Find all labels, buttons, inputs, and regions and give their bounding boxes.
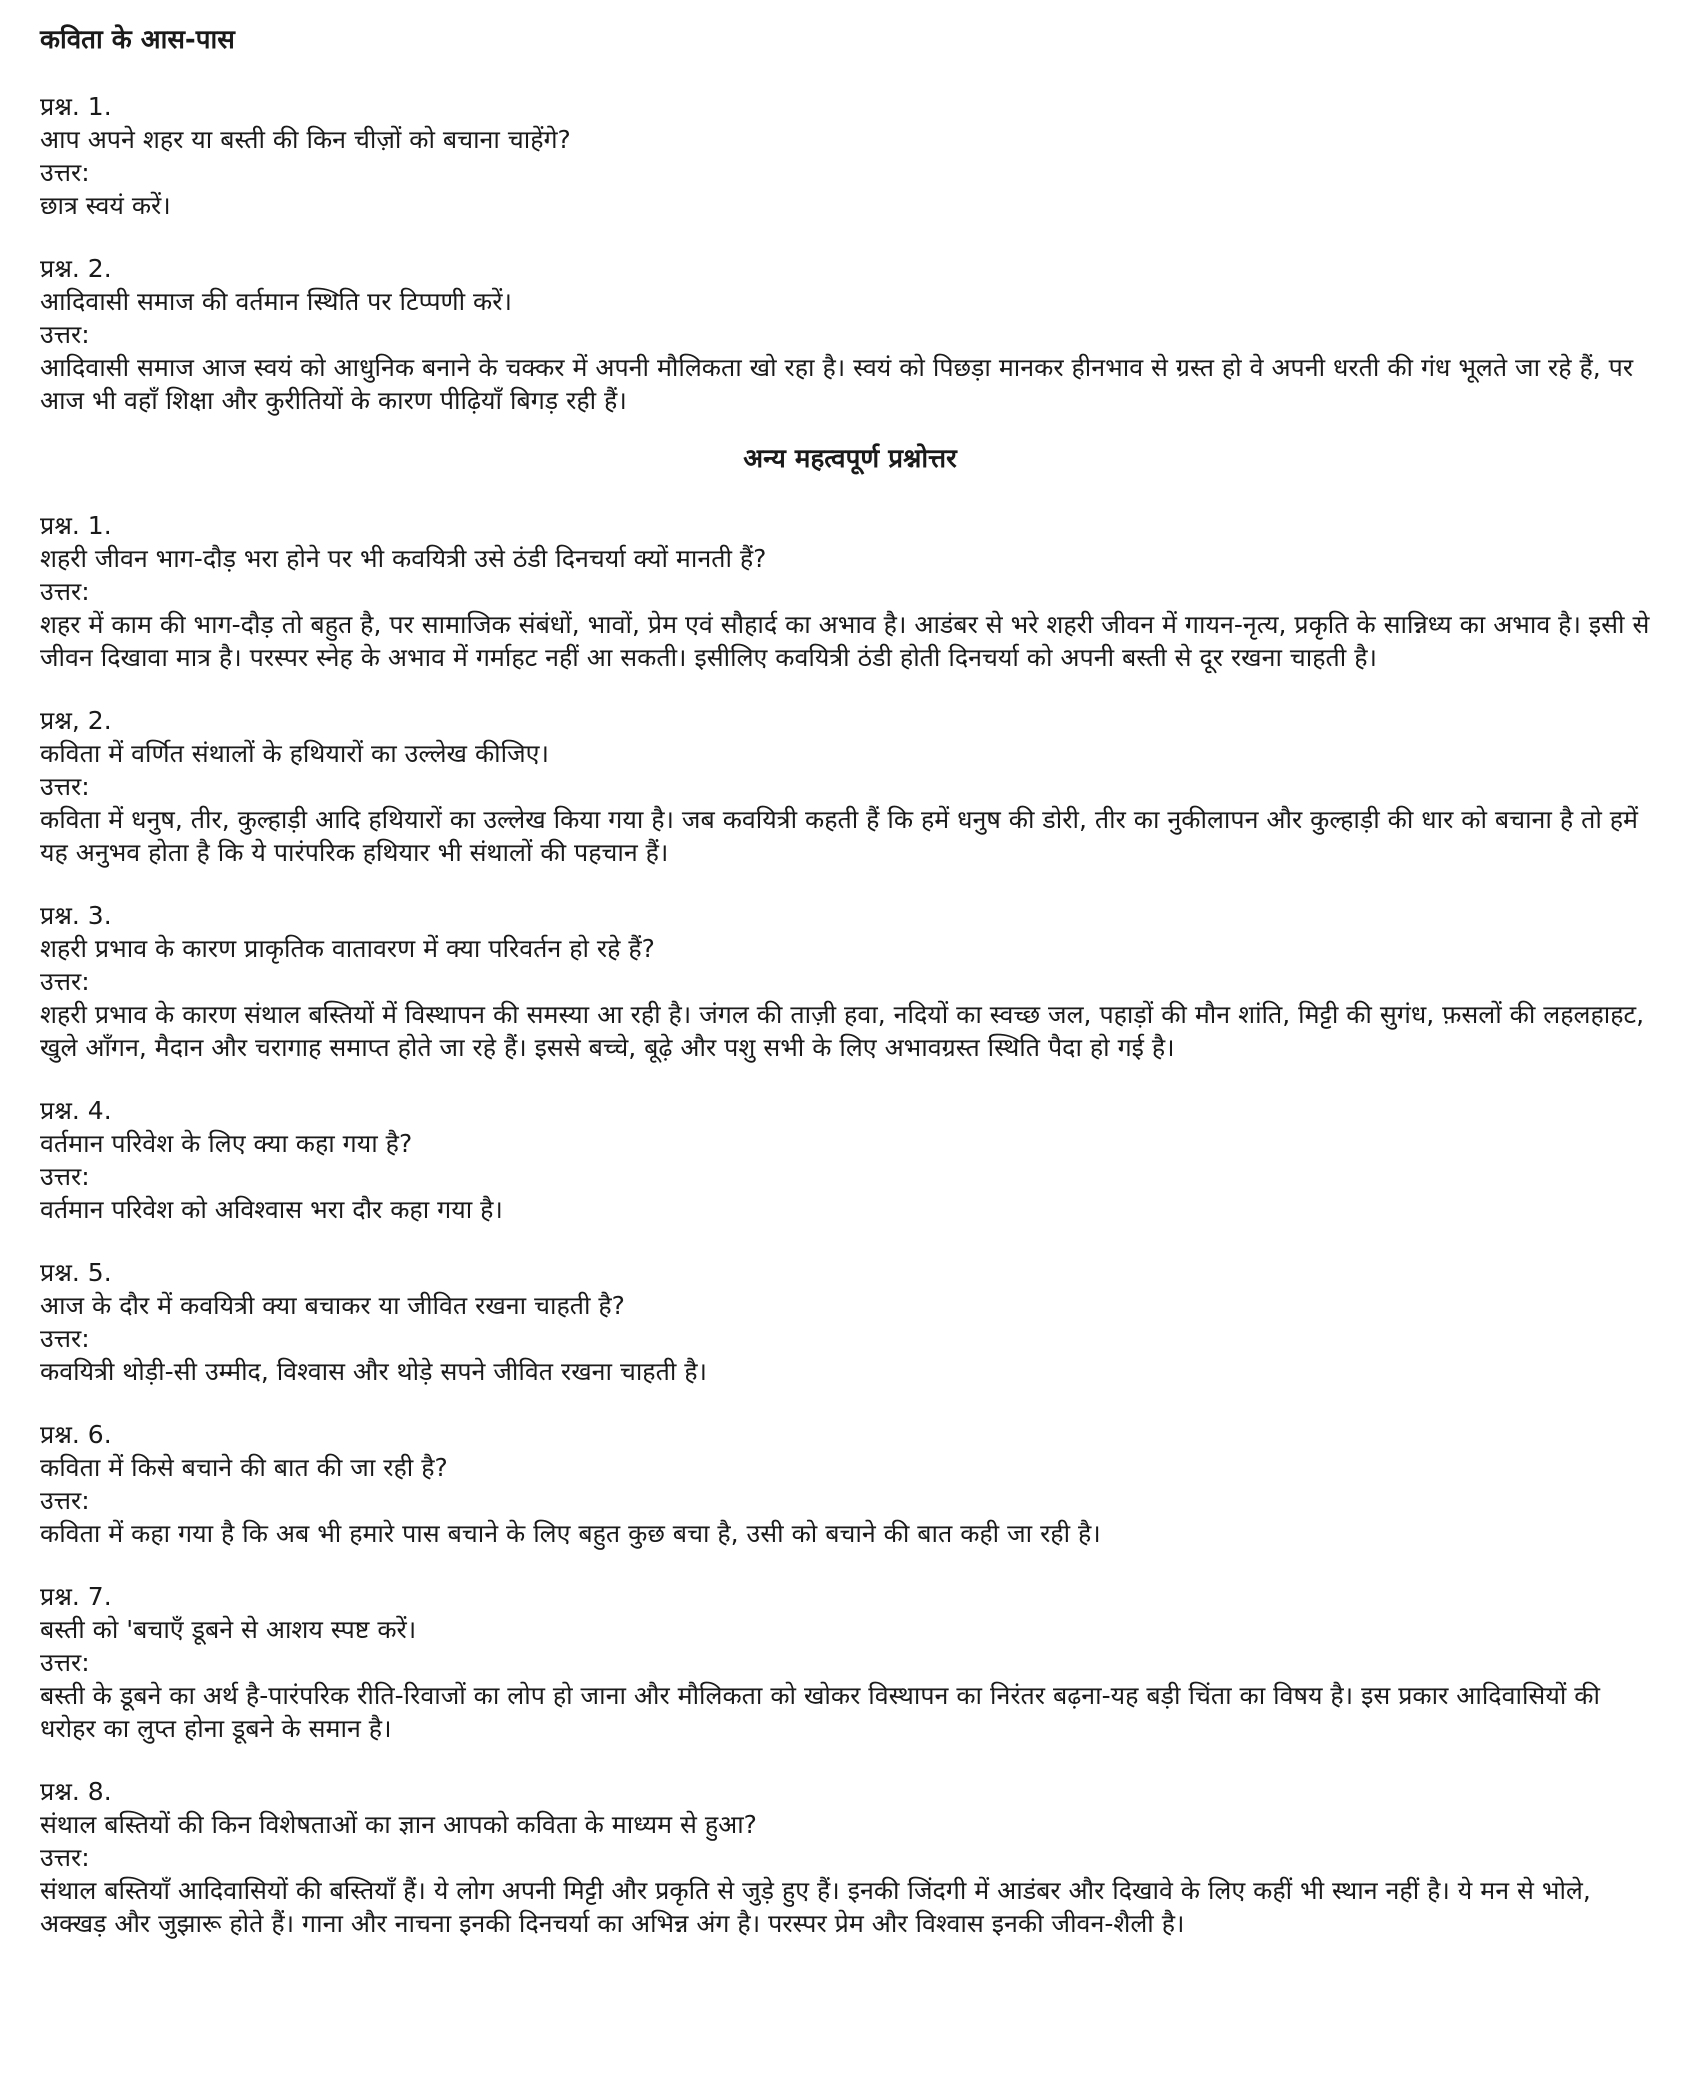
answer-text: छात्र स्वयं करें। xyxy=(40,191,171,220)
section-heading-anya-mahatvapurna: अन्य महत्वपूर्ण प्रश्नोत्तर xyxy=(743,444,957,474)
question-text: संथाल बस्तियों की किन विशेषताओं का ज्ञान आपको कविता के माध्यम से हुआ? xyxy=(40,1810,757,1839)
question-number: प्रश्न. 3. xyxy=(40,901,112,930)
section-heading-kavita-ke-aas-paas: कविता के आस-पास xyxy=(40,25,235,55)
answer-text: शहरी प्रभाव के कारण संथाल बस्तियों में विस्थापन की समस्या आ रही है। जंगल की ताज़ी हवा, नदियों का स्वच्छ जल, पहाड़ों की मौन शांति, मिट्टी की सुगंध, फ़सलों की लहलहाहट, खुले आँगन, मैदान और चरागाह समाप्त होते जा रहे हैं। इससे बच्चे, बूढ़े और पशु सभी के लिए अभावग्रस्त स्थिति पैदा हो गई है। xyxy=(40,1000,1645,1062)
answer-text: बस्ती के डूबने का अर्थ है-पारंपरिक रीति-रिवाजों का लोप हो जाना और मौलिकता को खोकर विस्थापन का निरंतर बढ़ना-यह बड़ी चिंता का विषय है। इस प्रकार आदिवासियों की धरोहर का लुप्त होना डूबने के समान है। xyxy=(40,1681,1600,1743)
answer-text: आदिवासी समाज आज स्वयं को आधुनिक बनाने के चक्कर में अपनी मौलिकता खो रहा है। स्वयं को पिछड़ा मानकर हीनभाव से ग्रस्त हो वे अपनी धरती की गंध भूलते जा रहे हैं, पर आज भी वहाँ शिक्षा और कुरीतियों के कारण पीढ़ियाँ बिगड़ रही हैं। xyxy=(40,353,1634,415)
answer-text: कविता में कहा गया है कि अब भी हमारे पास बचाने के लिए बहुत कुछ बचा है, उसी को बचाने की बात कही जा रही है। xyxy=(40,1519,1101,1548)
answer-label: उत्तर: xyxy=(40,1324,90,1353)
answer-label: उत्तर: xyxy=(40,1648,90,1677)
qa-item xyxy=(40,90,1660,222)
answer-label: उत्तर: xyxy=(40,1486,90,1515)
answer-label: उत्तर: xyxy=(40,967,90,996)
answer-text: वर्तमान परिवेश को अविश्वास भरा दौर कहा गया है। xyxy=(40,1195,503,1224)
question-text: आज के दौर में कवयित्री क्या बचाकर या जीवित रखना चाहती है? xyxy=(40,1291,625,1320)
question-text: बस्ती को 'बचाएँ डूबने से आशय स्पष्ट करें। xyxy=(40,1615,417,1644)
question-number: प्रश्न. 4. xyxy=(40,1096,112,1125)
question-number: प्रश्न. 5. xyxy=(40,1258,112,1287)
answer-label: उत्तर: xyxy=(40,1162,90,1191)
answer-label: उत्तर: xyxy=(40,577,90,606)
question-text: शहरी जीवन भाग-दौड़ भरा होने पर भी कवयित्री उसे ठंडी दिनचर्या क्यों मानती हैं? xyxy=(40,544,767,573)
answer-text: शहर में काम की भाग-दौड़ तो बहुत है, पर सामाजिक संबंधों, भावों, प्रेम एवं सौहार्द का अभाव है। आडंबर से भरे शहरी जीवन में गायन-नृत्य, प्रकृति के सान्निध्य का अभाव है। इसी से जीवन दिखावा मात्र है। परस्पर स्नेह के अभाव में गर्माहट नहीं आ सकती। इसीलिए कवयित्री ठंडी होती दिनचर्या को अपनी बस्ती से दूर रखना चाहती है। xyxy=(40,610,1650,672)
qa-item xyxy=(40,1580,1660,1745)
answer-label: उत्तर: xyxy=(40,1843,90,1872)
answer-label: उत्तर: xyxy=(40,158,90,187)
qa-item xyxy=(40,899,1660,1064)
question-number: प्रश्न. 2. xyxy=(40,254,112,283)
answer-label: उत्तर: xyxy=(40,772,90,801)
qa-item xyxy=(40,1256,1660,1388)
question-text: आप अपने शहर या बस्ती की किन चीज़ों को बचाना चाहेंगे? xyxy=(40,125,571,154)
question-number: प्रश्न. 1. xyxy=(40,511,112,540)
qa-item xyxy=(40,704,1660,869)
question-text: शहरी प्रभाव के कारण प्राकृतिक वातावरण में क्या परिवर्तन हो रहे हैं? xyxy=(40,934,655,963)
qa-item xyxy=(40,1775,1660,1940)
answer-text: संथाल बस्तियाँ आदिवासियों की बस्तियाँ हैं। ये लोग अपनी मिट्टी और प्रकृति से जुड़े हुए हैं। इनकी जिंदगी में आडंबर और दिखावे के लिए कहीं भी स्थान नहीं है। ये मन से भोले, अक्खड़ और जुझारू होते हैं। गाना और नाचना इनकी दिनचर्या का अभिन्न अंग है। परस्पर प्रेम और विश्वास इनकी जीवन-शैली है। xyxy=(40,1876,1591,1938)
question-number: प्रश्न. 1. xyxy=(40,92,112,121)
qa-item xyxy=(40,509,1660,674)
answer-text: कवयित्री थोड़ी-सी उम्मीद, विश्वास और थोड़े सपने जीवित रखना चाहती है। xyxy=(40,1357,707,1386)
section1-qa-list xyxy=(40,90,1660,417)
question-number: प्रश्न. 8. xyxy=(40,1777,112,1806)
question-text: कविता में वर्णित संथालों के हथियारों का उल्लेख कीजिए। xyxy=(40,739,549,768)
question-text: आदिवासी समाज की वर्तमान स्थिति पर टिप्पणी करें। xyxy=(40,287,512,316)
section2-qa-list xyxy=(40,509,1660,1940)
question-text: कविता में किसे बचाने की बात की जा रही है? xyxy=(40,1453,448,1482)
question-number: प्रश्न. 7. xyxy=(40,1582,112,1611)
answer-text: कविता में धनुष, तीर, कुल्हाड़ी आदि हथियारों का उल्लेख किया गया है। जब कवयित्री कहती हैं कि हमें धनुष की डोरी, तीर का नुकीलापन और कुल्हाड़ी की धार को बचाना है तो हमें यह अनुभव होता है कि ये पारंपरिक हथियार भी संथालों की पहचान हैं। xyxy=(40,805,1638,867)
question-number: प्रश्न, 2. xyxy=(40,706,112,735)
question-text: वर्तमान परिवेश के लिए क्या कहा गया है? xyxy=(40,1129,413,1158)
qa-item xyxy=(40,1094,1660,1226)
qa-item xyxy=(40,252,1660,417)
answer-label: उत्तर: xyxy=(40,320,90,349)
qa-item xyxy=(40,1418,1660,1550)
question-number: प्रश्न. 6. xyxy=(40,1420,112,1449)
